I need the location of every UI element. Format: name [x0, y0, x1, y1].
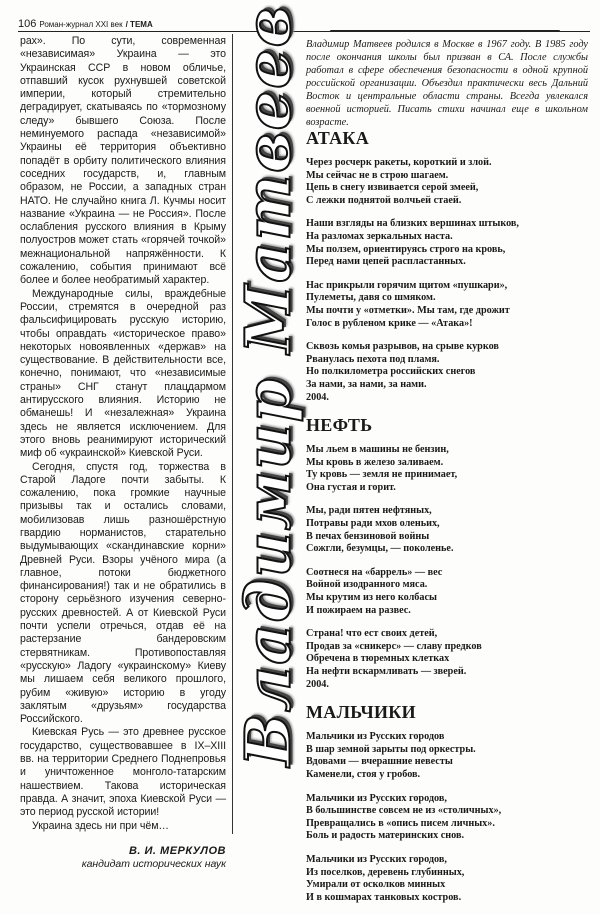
poem-stanza [306, 341, 588, 404]
poem-stanza [306, 505, 588, 555]
poem-stanza [306, 218, 588, 268]
poem-line: Войной изодранного мяса. [306, 579, 428, 591]
poem-stanza [306, 793, 588, 843]
poem-line: В шар земной зарыты под оркестры. [306, 743, 476, 755]
poem-line: Через росчерк ракеты, короткий и злой. [306, 157, 492, 168]
article-paragraph: Международные силы, враждебные России, стремятся в очередной раз фальсифицировать русскую историю, чтобы оправдать «историческое право» некоторых новоявленных «держав» на существование. В действительности все, конечно, понимают, что «независимые страны» СНГ станут плацдармом антирусского влияния. Историю не обманешь! И «незалежная» Украина здесь не является исключением. Для этого вновь реанимируют исторический миф об «украинской» Киевской Руси. [20, 287, 226, 460]
poem-line: Она густая и горит. [306, 481, 396, 493]
poem-line: И пожираем на развес. [306, 604, 411, 616]
poem-line: Голос в рубленом крике — «Атака»! [306, 317, 473, 329]
article-paragraph: Киевская Русь — это древнее русское государство, существовавшее в IX–XIII вв. на территории Среднего Поднепровья и уничтоженное монголо-татарским нашествием. Такова историческая правда. А значит, эпоха Киевской Руси — это период русской истории! [20, 726, 226, 819]
poem-line: Продав за «сникерс» — славу предков [306, 640, 482, 652]
poem-line: Умирали от осколков минных [306, 879, 446, 891]
poem-line: Мы льем в машины не бензин, [306, 444, 449, 456]
poem-line: Мы почти у «отметки». Мы там, где дрожит [306, 304, 510, 316]
poem-line: Мальчики из Русских городов [306, 731, 445, 743]
poem-line: Обречена в тюремных клетках [306, 653, 450, 665]
author-title: кандидат исторических наук [81, 858, 226, 871]
poem-line: Наши взгляды на близких вершинах штыков, [306, 218, 519, 230]
poem-line: Мы крутим из него колбасы [306, 592, 437, 604]
poem-stanza [306, 854, 588, 904]
poem-line: Нас прикрыли горячим щитом «пушкари», [306, 279, 508, 291]
poems-section [306, 128, 588, 915]
article-paragraph: Украина здесь ни при чём… [32, 819, 169, 832]
poem-stanza [306, 731, 588, 781]
poem-line: Рванулась пехота под пламя. [306, 353, 440, 365]
poem-line: На разломах зеркальных наста. [306, 230, 453, 242]
poet-bio: Владимир Матвеев родился в Москве в 1967 году. В 1985 году после окончания школы был призван в СА. После службы работал в сфере обеспечения безопасности в одной крупной российской организации. Объездил практически весь Дальний Восток и центральные области страны. Всегда увлекался военной историей. Писать стихи начинал еще в школьном возрасте. [306, 39, 588, 128]
poem-line: В печах бензиновой войны [306, 530, 430, 542]
poem-line: Мальчики из Русских городов, [306, 792, 447, 804]
article-paragraph: Сегодня, спустя год, торжества в Старой Ладоге почти забыты. К сожалению, пока громкие научные призывы так и остались словами, мобилизовав лишь разношёрстную гвардию норманистов, старательно выдумывающих «скандинавские корни» Древней Руси. Взоры учёного мира (а главное, потоки бюджетного финансирования!) так и не обратились в сторону серьёзного изучения северно-русских древностей. А от Киевской Руси почти успели отречься, отдав её на растерзание бандеровским стервятникам. Противопоставляя «русскую» Ладогу «украинскому» Киеву мы лишаем себя великого прошлого, рубим «живую» историю в угоду заклятым «друзьям» государства Российского. [20, 460, 226, 726]
page-header [18, 18, 153, 32]
author-name: В. И. МЕРКУЛОВ [128, 844, 226, 857]
poem-line: Вдовами — вчерашние невесты [306, 756, 453, 768]
poem-line: Потравы ради мхов оленьих, [306, 518, 440, 530]
poem-line: Мы ползем, ориентируясь строго на кровь, [306, 243, 506, 255]
poem-stanza [306, 628, 588, 691]
poem-stanza [306, 157, 588, 207]
poem-line: Но полкилометра российских снегов [306, 366, 476, 378]
poem-line: И в кошмарах танковых костров. [306, 891, 462, 903]
section-label: / ТЕМА [125, 20, 153, 29]
poem-line: Страна! что ест своих детей, [306, 628, 438, 640]
poem-line: Перед нами цепей распластанных. [306, 256, 466, 268]
poem-line: Превращались в «опись писем личных». [306, 817, 495, 829]
poem-line: Соотнеся на «баррель» — вес [306, 566, 443, 578]
poem-line: 2004. [306, 678, 329, 690]
header-rule-accent [330, 30, 560, 32]
poem-line: С лежки поднятой волчьей стаей. [306, 194, 462, 206]
poem-stanza [306, 444, 588, 494]
article-paragraph: рах». По сути, современная «независимая» Украина — это Украинская ССР в новом обличье, отпавший кусок рухнувшей советской империи, который стремительно деградирует, скатываясь по «тормозному следу» бывшего Союза. После неминуемого распада «независимой» Украины её территория объективно попадёт в орбиту политического влияния соседних государств, и, главным образом, не России, а западных стран НАТО. Не случайно книга Л. Кучмы носит название «Украина — не Россия». После ослабления русского влияния в Крыму полуостров может стать «горячей точкой» межнациональной напряжённости. К сожалению, события принимают всё более и более необратимый характер. [20, 35, 226, 287]
poet-name-text: Владимир Матвеев [231, 4, 305, 766]
poem [306, 128, 588, 404]
page-number: 106 [18, 18, 37, 30]
poem-line: Из поселков, деревень глубинных, [306, 866, 465, 878]
poem-line: Ту кровь — земля не принимает, [306, 469, 458, 481]
poem-line: За нами, за нами, за нами. [306, 378, 427, 390]
magazine-name: Роман-журнал XXI век [39, 20, 123, 29]
poem-title: МАЛЬЧИКИ [306, 702, 416, 723]
poem-line: Пулеметы, давя со шмяком. [306, 292, 436, 304]
poem [306, 702, 588, 904]
poem-stanza [306, 280, 588, 330]
poem-stanza [306, 567, 588, 617]
article-column [20, 35, 226, 871]
poem-title: АТАКА [306, 128, 370, 148]
poem [306, 415, 588, 691]
poet-name-vertical [231, 4, 305, 766]
poem-line: Сквозь комья разрывов, на срыве курков [306, 341, 499, 353]
poem-line: Мы, ради пятен нефтяных, [306, 505, 432, 517]
poem-line: Боль и радость материнских снов. [306, 830, 465, 842]
poem-line: Сожгли, безумцы, — поколенье. [306, 543, 454, 555]
poem-line: 2004. [306, 391, 329, 403]
poem-line: На нефти вскармливать — зверей. [306, 666, 467, 677]
poem-line: Мы кровь в железо заливаем. [306, 456, 444, 468]
poem-line: Мальчики из Русских городов, [306, 853, 447, 865]
poem-title: НЕФТЬ [306, 415, 373, 436]
poem-line: Цепь в снегу извивается серой змеей, [306, 182, 479, 194]
poem-line: В большинстве совсем не из «столичных», [306, 805, 502, 817]
poem-line: Мы сейчас не в строю шагаем. [306, 169, 449, 181]
poem-line: Каменели, стоя у гробов. [306, 768, 421, 780]
